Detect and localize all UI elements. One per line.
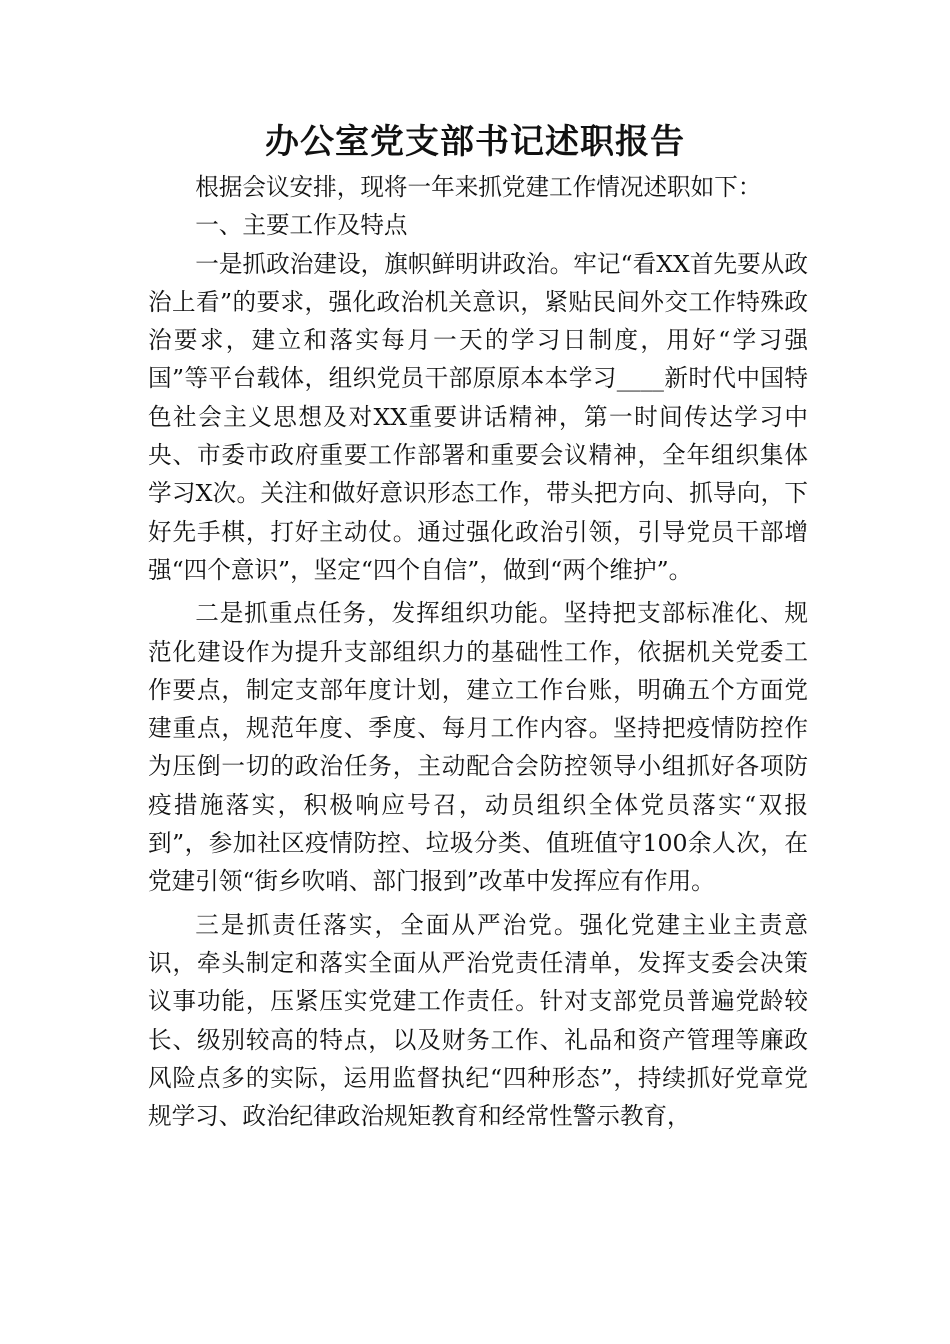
paragraph-key-tasks: 二是抓重点任务，发挥组织功能。坚持把支部标准化、规范化建设作为提升支部组织力的基础性工作，依据机关党委工作要点，制定支部年度计划，建立工作台账，明确五个方面党建重点，规范年度、季度、每月工作内容。坚持把疫情防控作为压倒一切的政治任务，主动配合会防控领导小组抓好各项防疫措施落实，积极响应号召，动员组织全体党员落实“双报到”，参加社区疫情防控、垃圾分类、值班值守100余人次，在党建引领“街乡吹哨、部门报到”改革中发挥应有作用。 (148, 599, 808, 896)
section-heading: 一、主要工作及特点 (195, 211, 408, 240)
document-title: 办公室党支部书记述职报告 (265, 122, 685, 162)
paragraph-intro: 根据会议安排，现将一年来抓党建工作情况述职如下： (195, 173, 762, 201)
paragraph-political-building: 一是抓政治建设，旗帜鲜明讲政治。牢记“看XX首先要从政治上看”的要求，强化政治机关意识，紧贴民间外交工作特殊政治要求，建立和落实每月一天的学习日制度，用好“学习强国”等平台载体，组织党员干部原原本本学习____新时代中国特色社会主义思想及对XX重要讲话精神，第一时间传达学习中央、市委市政府重要工作部署和重要会议精神，全年组织集体学习X次。关注和做好意识形态工作，带头把方向、抓导向，下好先手棋，打好主动仗。通过强化政治引领，引导党员干部增强“四个意识”，坚定“四个自信”，做到“两个维护”。 (148, 249, 808, 584)
paragraph-responsibility: 三是抓责任落实，全面从严治党。强化党建主业主责意识，牵头制定和落实全面从严治党责任清单，发挥支委会决策议事功能，压紧压实党建工作责任。针对支部党员普遍党龄较长、级别较高的特点，以及财务工作、礼品和资产管理等廉政风险点多的实际，运用监督执纪“四种形态”，持续抓好党章党规学习、政治纪律政治规矩教育和经常性警示教育， (148, 910, 808, 1131)
document-body (148, 168, 808, 1135)
